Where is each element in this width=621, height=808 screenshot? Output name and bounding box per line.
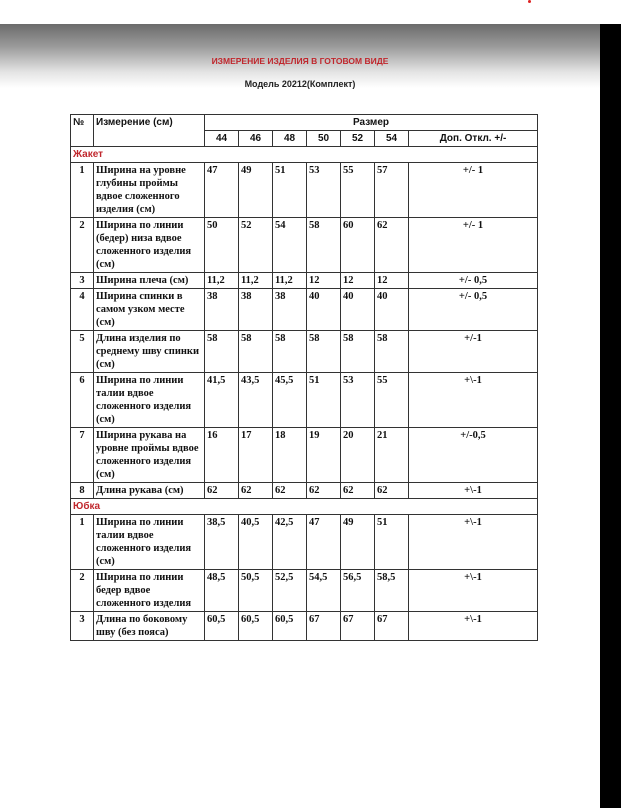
size-value: 49: [341, 515, 375, 570]
size-value: 62: [375, 218, 409, 273]
header-size-54: 54: [375, 131, 409, 147]
document-title: ИЗМЕРЕНИЕ ИЗДЕЛИЯ В ГОТОВОМ ВИДЕ: [211, 56, 389, 66]
table-row: [71, 331, 538, 373]
measurement-label: Ширина плеча (см): [94, 273, 205, 289]
table-row: [71, 428, 538, 483]
size-value: 67: [375, 612, 409, 641]
size-value: 60: [341, 218, 375, 273]
size-value: 38: [205, 289, 239, 331]
row-number: 2: [71, 570, 94, 612]
table-row: [71, 570, 538, 612]
size-value: 12: [375, 273, 409, 289]
table-row: [71, 612, 538, 641]
size-value: 55: [341, 163, 375, 218]
measurement-label: Ширина по линии талии вдвое сложенного изделия (см): [94, 373, 205, 428]
size-value: 48,5: [205, 570, 239, 612]
size-value: 40: [341, 289, 375, 331]
tolerance-value: +\-1: [409, 483, 538, 499]
size-value: 52,5: [273, 570, 307, 612]
size-value: 47: [205, 163, 239, 218]
size-value: 11,2: [239, 273, 273, 289]
size-value: 40: [307, 289, 341, 331]
row-number: 8: [71, 483, 94, 499]
size-value: 45,5: [273, 373, 307, 428]
size-value: 18: [273, 428, 307, 483]
size-value: 38: [239, 289, 273, 331]
size-value: 58,5: [375, 570, 409, 612]
row-number: 1: [71, 515, 94, 570]
size-value: 38,5: [205, 515, 239, 570]
measurement-label: Длина изделия по среднему шву спинки (см): [94, 331, 205, 373]
table-row: [71, 483, 538, 499]
size-value: 58: [375, 331, 409, 373]
header-size-48: 48: [273, 131, 307, 147]
size-value: 53: [307, 163, 341, 218]
table-row: [71, 515, 538, 570]
size-value: 55: [375, 373, 409, 428]
size-value: 62: [205, 483, 239, 499]
row-number: 5: [71, 331, 94, 373]
measurement-table: [70, 114, 538, 641]
tolerance-value: +/- 0,5: [409, 289, 538, 331]
table-row: [71, 163, 538, 218]
section-row: [71, 499, 538, 515]
row-number: 3: [71, 273, 94, 289]
size-value: 56,5: [341, 570, 375, 612]
size-value: 49: [239, 163, 273, 218]
header-size-52: 52: [341, 131, 375, 147]
size-value: 58: [307, 218, 341, 273]
row-number: 4: [71, 289, 94, 331]
tolerance-value: +/- 0,5: [409, 273, 538, 289]
size-value: 47: [307, 515, 341, 570]
size-value: 41,5: [205, 373, 239, 428]
size-value: 58: [205, 331, 239, 373]
size-value: 52: [239, 218, 273, 273]
table-row: [71, 289, 538, 331]
size-value: 12: [307, 273, 341, 289]
size-value: 62: [341, 483, 375, 499]
right-black-bar: [600, 24, 621, 808]
header-measurement: Измерение (см): [94, 115, 205, 147]
size-value: 60,5: [205, 612, 239, 641]
size-value: 67: [307, 612, 341, 641]
section-name: Жакет: [71, 147, 538, 163]
measurement-label: Ширина на уровне глубины проймы вдвое сложенного изделия (см): [94, 163, 205, 218]
measurement-label: Ширина по линии талии вдвое сложенного изделия (см): [94, 515, 205, 570]
header-row-1: [71, 115, 538, 131]
table-body: [71, 147, 538, 641]
size-value: 57: [375, 163, 409, 218]
size-value: 54: [273, 218, 307, 273]
size-value: 21: [375, 428, 409, 483]
header-num: №: [71, 115, 94, 147]
size-value: 62: [375, 483, 409, 499]
measurement-label: Ширина по линии (бедер) низа вдвое сложенного изделия (см): [94, 218, 205, 273]
size-value: 67: [341, 612, 375, 641]
header-size-44: 44: [205, 131, 239, 147]
row-number: 3: [71, 612, 94, 641]
measurement-label: Ширина рукава на уровне проймы вдвое сложенного изделия (см): [94, 428, 205, 483]
size-value: 51: [375, 515, 409, 570]
measurement-label: Ширина по линии бедер вдвое сложенного изделия: [94, 570, 205, 612]
tolerance-value: +\-1: [409, 373, 538, 428]
tolerance-value: +/-1: [409, 331, 538, 373]
size-value: 53: [341, 373, 375, 428]
row-number: 1: [71, 163, 94, 218]
header-size-46: 46: [239, 131, 273, 147]
size-value: 11,2: [273, 273, 307, 289]
tolerance-value: +\-1: [409, 570, 538, 612]
size-value: 62: [307, 483, 341, 499]
size-value: 11,2: [205, 273, 239, 289]
size-value: 43,5: [239, 373, 273, 428]
tolerance-value: +/-0,5: [409, 428, 538, 483]
header-size: Размер: [205, 115, 538, 131]
red-dot-mark: [528, 0, 531, 3]
size-value: 40: [375, 289, 409, 331]
measurement-label: Длина по боковому шву (без пояса): [94, 612, 205, 641]
size-value: 12: [341, 273, 375, 289]
size-value: 51: [273, 163, 307, 218]
size-value: 60,5: [239, 612, 273, 641]
table-row: [71, 218, 538, 273]
table-row: [71, 273, 538, 289]
size-value: 38: [273, 289, 307, 331]
size-value: 50,5: [239, 570, 273, 612]
size-value: 17: [239, 428, 273, 483]
size-value: 62: [239, 483, 273, 499]
table-row: [71, 373, 538, 428]
size-value: 58: [273, 331, 307, 373]
section-name: Юбка: [71, 499, 538, 515]
header-tolerance: Доп. Откл. +/-: [409, 131, 538, 147]
size-value: 60,5: [273, 612, 307, 641]
size-value: 20: [341, 428, 375, 483]
size-value: 62: [273, 483, 307, 499]
size-value: 51: [307, 373, 341, 428]
tolerance-value: +/- 1: [409, 218, 538, 273]
section-row: [71, 147, 538, 163]
size-value: 54,5: [307, 570, 341, 612]
size-value: 58: [307, 331, 341, 373]
tolerance-value: +\-1: [409, 515, 538, 570]
size-value: 40,5: [239, 515, 273, 570]
size-value: 50: [205, 218, 239, 273]
size-value: 58: [239, 331, 273, 373]
measurement-label: Ширина спинки в самом узком месте (см): [94, 289, 205, 331]
header-size-50: 50: [307, 131, 341, 147]
size-value: 19: [307, 428, 341, 483]
size-value: 58: [341, 331, 375, 373]
document-subtitle: Модель 20212(Комплект): [244, 79, 356, 89]
row-number: 7: [71, 428, 94, 483]
tolerance-value: +/- 1: [409, 163, 538, 218]
measurement-label: Длина рукава (см): [94, 483, 205, 499]
size-value: 42,5: [273, 515, 307, 570]
tolerance-value: +\-1: [409, 612, 538, 641]
row-number: 2: [71, 218, 94, 273]
size-value: 16: [205, 428, 239, 483]
row-number: 6: [71, 373, 94, 428]
